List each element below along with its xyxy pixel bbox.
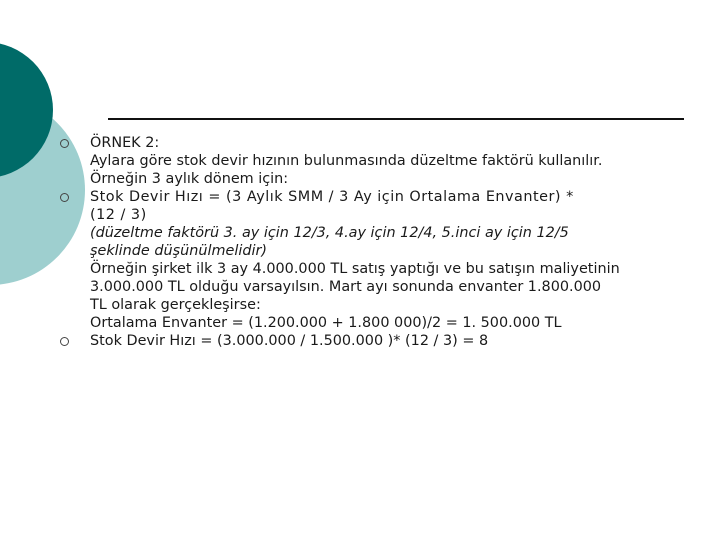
hollow-circle-bullet-icon: [60, 139, 69, 148]
hollow-circle-bullet-icon: [60, 193, 69, 202]
formula-line: (12 / 3): [90, 207, 147, 223]
correction-factor-note: şeklinde düşünülmelidir): [90, 243, 268, 259]
example-text-line: Örneğin 3 aylık dönem için:: [90, 171, 289, 187]
bullet-item-result: [60, 332, 690, 350]
formula-line: Stok Devir Hızı = (3 Aylık SMM / 3 Ay için Ortalama Envanter) *: [90, 189, 574, 205]
average-inventory-calc: Ortalama Envanter = (1.200.000 + 1.800 000)/2 = 1. 500.000 TL: [90, 315, 562, 331]
stock-turnover-result: Stok Devir Hızı = (3.000.000 / 1.500.000 )* (12 / 3) = 8: [90, 333, 489, 349]
correction-factor-note: (düzeltme faktörü 3. ay için 12/3, 4.ay için 12/4, 5.inci ay için 12/5: [90, 225, 569, 241]
example-text-line: Aylara göre stok devir hızının bulunmasında düzeltme faktörü kullanılır.: [90, 153, 603, 169]
bullet-item-example: [60, 134, 690, 188]
example-text-line: TL olarak gerçekleşirse:: [90, 297, 261, 313]
bullet-item-formula: [60, 188, 690, 332]
slide-body: [60, 134, 690, 350]
example-text-line: 3.000.000 TL olduğu varsayılsın. Mart ayı sonunda envanter 1.800.000: [90, 279, 602, 295]
title-divider-line: [108, 118, 684, 120]
example-text-line: Örneğin şirket ilk 3 ay 4.000.000 TL satış yaptığı ve bu satışın maliyetinin: [90, 261, 620, 277]
example-heading: ÖRNEK 2:: [90, 135, 160, 151]
hollow-circle-bullet-icon: [60, 337, 69, 346]
